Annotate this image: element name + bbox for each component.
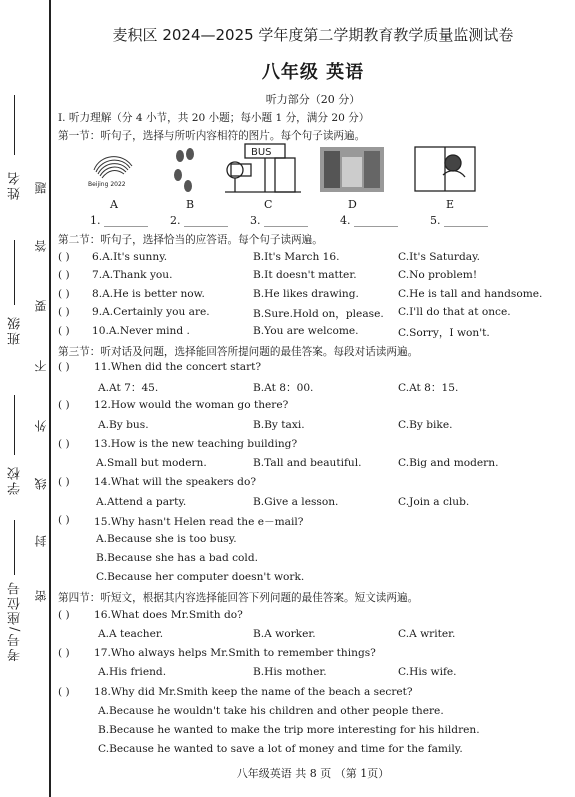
exam-subtitle: 八年级 英语 bbox=[261, 62, 365, 83]
option-c: C.A writer. bbox=[398, 628, 456, 640]
option-b: B.He likes drawing. bbox=[253, 288, 359, 300]
question-13: 13.How is the new teaching building? bbox=[94, 438, 298, 450]
option-b: B.You are welcome. bbox=[253, 325, 359, 337]
answer-paren[interactable]: ( ) bbox=[58, 269, 70, 281]
picture-label-e: E bbox=[446, 198, 455, 211]
answer-paren[interactable]: ( ) bbox=[58, 288, 70, 300]
option-b: B.Because he wanted to make the trip more interesting for his hildren. bbox=[98, 724, 480, 736]
name-field[interactable] bbox=[14, 95, 15, 155]
answer-blank-2[interactable]: 2. ________ bbox=[170, 214, 228, 227]
school-label: 学校 bbox=[8, 465, 23, 495]
picture-c-bus-stop bbox=[223, 142, 303, 194]
option-a: A.Because he wouldn't take his children and other people there. bbox=[98, 705, 444, 717]
option-c: C.Because he wanted to save a lot of money and time for the family. bbox=[98, 743, 463, 755]
option-b: B.Because she has a bad cold. bbox=[96, 552, 258, 564]
question-14: 14.What will the speakers do? bbox=[94, 476, 257, 488]
picture-a-caption: Beijing 2022 bbox=[88, 181, 126, 188]
option-c: C.Because her computer doesn't work. bbox=[96, 571, 305, 583]
section2-heading: 第二节：听句子，选择恰当的应答语。每个句子读两遍。 bbox=[58, 234, 323, 246]
option-c: C.By bike. bbox=[398, 419, 453, 431]
option-a: A.Attend a party. bbox=[96, 496, 187, 508]
option-a: A.His friend. bbox=[98, 666, 167, 678]
option-b: B.By taxi. bbox=[253, 419, 305, 431]
answer-paren[interactable]: ( ) bbox=[58, 609, 70, 621]
option-a: A.Small but modern. bbox=[96, 457, 207, 469]
option-b: B.A worker. bbox=[253, 628, 316, 640]
picture-label-d: D bbox=[348, 198, 357, 211]
exam-title: 麦积区 2024—2025 学年度第二学期教育教学质量监测试卷 bbox=[112, 26, 514, 44]
class-field[interactable] bbox=[14, 240, 15, 305]
picture-e-window-boy bbox=[413, 145, 477, 193]
option-b: B.Give a lesson. bbox=[253, 496, 339, 508]
option-c: C.Big and modern. bbox=[398, 457, 499, 469]
question-11: 11.When did the concert start? bbox=[94, 361, 262, 373]
answer-paren[interactable]: ( ) bbox=[58, 647, 70, 659]
listening-part-heading: 听力部分（20 分） bbox=[265, 93, 361, 106]
exam-page bbox=[58, 0, 568, 797]
question-17: 17.Who always helps Mr.Smith to remember things? bbox=[94, 647, 376, 659]
option-a: A.Because she is too busy. bbox=[96, 533, 237, 545]
option-c: C.It's Saturday. bbox=[398, 251, 481, 263]
answer-blank-4[interactable]: 4. ________ bbox=[340, 214, 398, 227]
question-18: 18.Why did Mr.Smith keep the name of the beach a secret? bbox=[94, 686, 413, 698]
seal-char: 不 bbox=[34, 360, 48, 372]
option-a: 8.A.He is better now. bbox=[92, 288, 205, 300]
seat-number-label: 考号/座位号 bbox=[8, 580, 23, 662]
question-12: 12.How would the woman go there? bbox=[94, 399, 289, 411]
seal-char: 题 bbox=[34, 182, 48, 194]
page-footer: 八年级英语 共 8 页 （第 1页） bbox=[236, 767, 390, 780]
section-intro: I. 听力理解（分 4 小节，共 20 小题；每小题 1 分，满分 20 分） bbox=[58, 112, 370, 124]
bus-sign-text: BUS bbox=[251, 147, 272, 158]
picture-label-c: C bbox=[264, 198, 273, 211]
seal-char: 封 bbox=[34, 535, 48, 547]
option-c: C.Join a club. bbox=[398, 496, 470, 508]
option-c: C.At 8：15. bbox=[398, 382, 459, 394]
answer-paren[interactable]: ( ) bbox=[58, 325, 70, 337]
seal-char: 答 bbox=[34, 240, 48, 252]
school-field[interactable] bbox=[14, 395, 15, 455]
option-b: B.It's March 16. bbox=[253, 251, 340, 263]
picture-b-footprints bbox=[158, 148, 220, 193]
answer-blank-3[interactable]: 3. ________ bbox=[250, 214, 308, 227]
answer-paren[interactable]: ( ) bbox=[58, 438, 70, 450]
picture-d-library bbox=[320, 147, 384, 192]
option-b: B.His mother. bbox=[253, 666, 327, 678]
option-b: B.At 8：00. bbox=[253, 382, 314, 394]
option-a: 9.A.Certainly you are. bbox=[92, 306, 210, 318]
seal-char: 要 bbox=[34, 300, 48, 312]
binding-line bbox=[49, 0, 51, 797]
picture-a-olympics bbox=[82, 148, 144, 193]
answer-paren[interactable]: ( ) bbox=[58, 251, 70, 263]
answer-paren[interactable]: ( ) bbox=[58, 514, 70, 526]
answer-paren[interactable]: ( ) bbox=[58, 306, 70, 318]
seat-number-field[interactable] bbox=[14, 520, 15, 575]
option-c: C.Sorry，I won't. bbox=[398, 327, 490, 339]
section1-heading: 第一节：听句子，选择与所听内容相符的图片。每个句子读两遍。 bbox=[58, 130, 366, 142]
question-16: 16.What does Mr.Smith do? bbox=[94, 609, 243, 621]
section4-heading: 第四节：听短文，根据其内容选择能回答下列问题的最佳答案。短文读两遍。 bbox=[58, 592, 419, 604]
binding-margin bbox=[0, 0, 56, 797]
option-a: 10.A.Never mind . bbox=[92, 325, 190, 337]
answer-blank-1[interactable]: 1. ________ bbox=[90, 214, 148, 227]
option-b: B.It doesn't matter. bbox=[253, 269, 357, 281]
answer-paren[interactable]: ( ) bbox=[58, 476, 70, 488]
option-b: B.Sure.Hold on，please. bbox=[253, 308, 384, 320]
option-a: 7.A.Thank you. bbox=[92, 269, 173, 281]
option-c: C.His wife. bbox=[398, 666, 457, 678]
option-a: A.At 7：45. bbox=[98, 382, 159, 394]
option-a: A.A teacher. bbox=[98, 628, 164, 640]
option-b: B.Tall and beautiful. bbox=[253, 457, 362, 469]
answer-paren[interactable]: ( ) bbox=[58, 361, 70, 373]
seal-char: 外 bbox=[34, 420, 48, 432]
question-15: 15.Why hasn't Helen read the e－mail? bbox=[94, 516, 304, 528]
option-a: A.By bus. bbox=[98, 419, 149, 431]
answer-paren[interactable]: ( ) bbox=[58, 686, 70, 698]
answer-blank-5[interactable]: 5. ________ bbox=[430, 214, 488, 227]
picture-label-b: B bbox=[186, 198, 195, 211]
answer-paren[interactable]: ( ) bbox=[58, 399, 70, 411]
option-a: 6.A.It's sunny. bbox=[92, 251, 168, 263]
name-label: 姓名 bbox=[8, 170, 23, 200]
class-label: 班级 bbox=[8, 315, 23, 345]
option-c: C.I'll do that at once. bbox=[398, 306, 511, 318]
seal-char: 密 bbox=[34, 590, 48, 602]
picture-label-a: A bbox=[110, 198, 118, 211]
option-c: C.He is tall and handsome. bbox=[398, 288, 543, 300]
section3-heading: 第三节：听对话及问题，选择能回答所提问题的最佳答案。每段对话读两遍。 bbox=[58, 346, 419, 358]
seal-char: 线 bbox=[34, 478, 48, 490]
option-c: C.No problem! bbox=[398, 269, 478, 281]
